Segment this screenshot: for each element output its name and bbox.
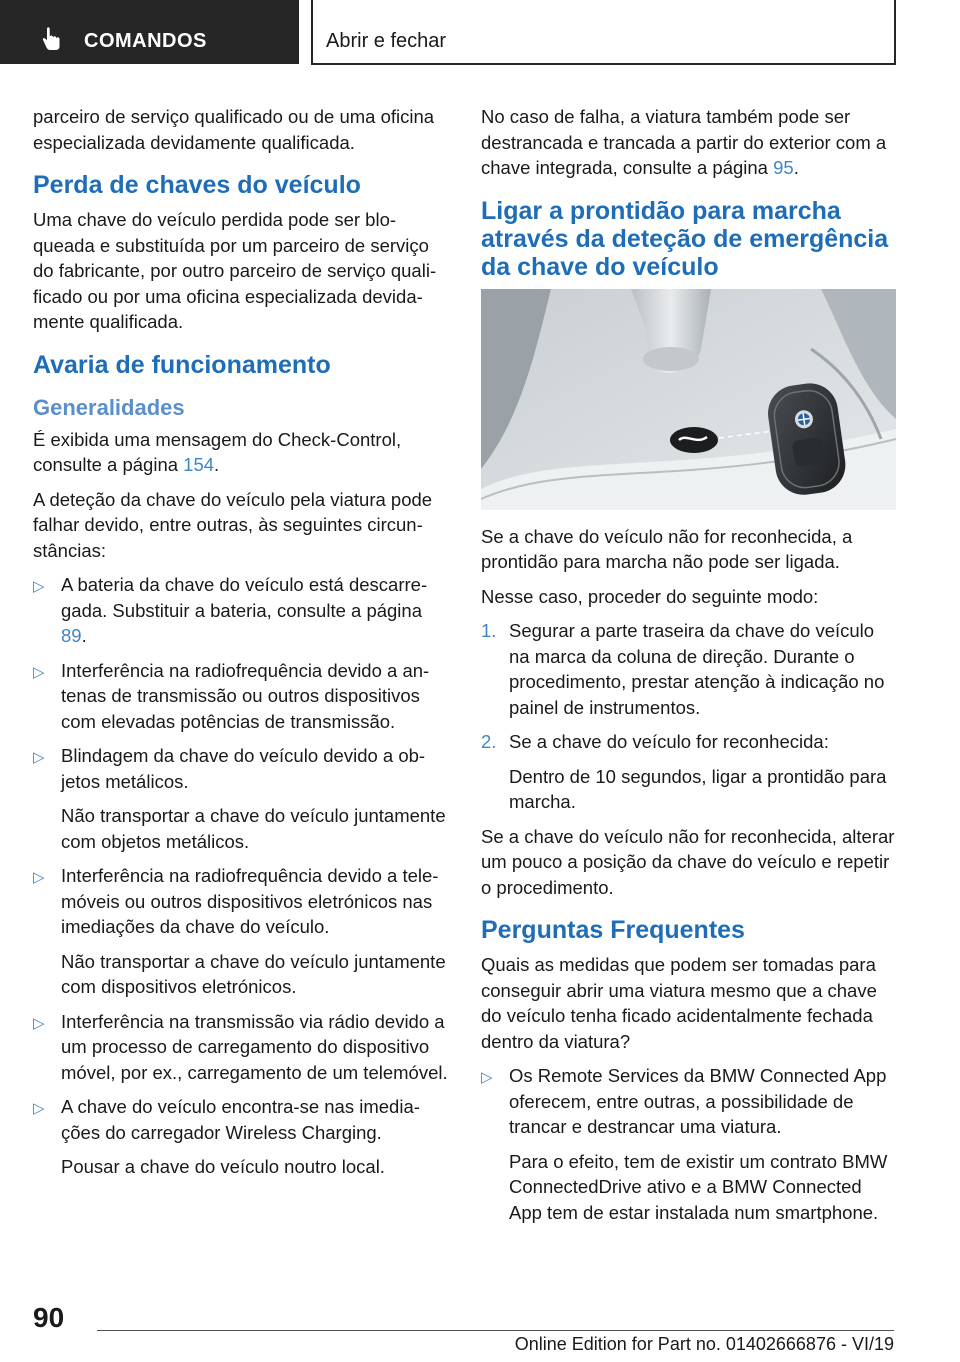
- paragraph-alterar: Se a chave do veículo não for reconhecida, alterar um pouco a posição da chave do veículo e repetir o procedimento.: [481, 825, 895, 898]
- page-ref-link[interactable]: 154: [183, 454, 215, 475]
- list-item-note: Não transportar a chave do veículo juntamente com objetos metálicos.: [61, 805, 446, 852]
- right-column: [481, 104, 896, 1234]
- hand-touch-icon: [38, 26, 64, 52]
- list-item: ▷ Interferência na radiofrequência devido a telemóveis ou outros dispositivos eletrónicos nas imediações da chave do veículo.: [33, 865, 439, 937]
- list-item-note: Para o efeito, tem de existir um contrato BMW ConnectedDrive ativo e a BMW Connected App tem de estar instalada num smartphone.: [509, 1150, 888, 1223]
- page-ref-link[interactable]: 89: [61, 625, 82, 646]
- list-item: ▷ A chave do veículo encontra-se nas imediações do carregador Wireless Charging.: [33, 1096, 420, 1143]
- list-item-note: Não transportar a chave do veículo juntamente com dispositivos eletrónicos.: [61, 950, 446, 997]
- triangle-right-icon: ▷: [481, 1069, 493, 1086]
- page-number: 90: [33, 1302, 65, 1333]
- triangle-right-icon: ▷: [33, 1014, 45, 1032]
- paragraph-check-control: É exibida uma mensagem do Check-Control, consulte a página 154.: [33, 428, 402, 475]
- numbered-step: 1. Segurar a parte traseira da chave do veículo na marca da coluna de direção. Durante o procedimento, prestar atenção à indicação no painel de instrumentos.: [481, 620, 885, 718]
- list-item: ▷ Blindagem da chave do veículo devido a objetos metálicos.: [33, 745, 426, 792]
- triangle-right-icon: ▷: [33, 869, 45, 886]
- list-item: ▷ Interferência na transmissão via rádio devido a um processo de carregamento do dispositivo móvel, por ex., carregamento de um telemóvel.: [33, 1010, 448, 1083]
- footer-divider: [97, 1330, 894, 1331]
- page-ref-link[interactable]: 95: [773, 157, 794, 178]
- steering-column-key-photo: [481, 289, 896, 510]
- heading-perda: Perda de chaves do veículo: [33, 171, 361, 199]
- paragraph-detecao: A deteção da chave do veículo pela viatura pode falhar devido, entre outras, às seguintes circunstâncias:: [33, 488, 433, 561]
- numbered-step-note: Dentro de 10 segundos, ligar a prontidão para marcha.: [509, 765, 887, 812]
- list-item: ▷ A bateria da chave do veículo está descarregada. Substituir a bateria, consulte a página 89.: [33, 574, 428, 646]
- chapter-label: COMANDOS: [84, 30, 207, 52]
- paragraph-nao-reconhecida: Se a chave do veículo não for reconhecida, a prontidão para marcha não pode ser ligada.: [481, 525, 853, 572]
- paragraph-faq: Quais as medidas que podem ser tomadas para conseguir abrir uma viatura mesmo que a chave do veículo tenha ficado acidentalmente fechada dentro da viatura?: [481, 954, 877, 1052]
- list-item: ▷ Os Remote Services da BMW Connected App oferecem, entre outras, a possibilidade de trancar e destrancar uma viatura.: [481, 1065, 887, 1137]
- paragraph-nesse-caso: Nesse caso, proceder do seguinte modo:: [481, 585, 819, 607]
- heading-avaria: Avaria de funcionamento: [33, 350, 331, 379]
- header-tab: [0, 0, 299, 64]
- heading-faq: Perguntas Frequentes: [481, 916, 745, 944]
- triangle-right-icon: ▷: [33, 663, 45, 681]
- intro-paragraph: parceiro de serviço qualificado ou de uma oficina especializada devidamente qualificada.: [33, 106, 435, 153]
- heading-generalidades: Generalidades: [33, 394, 185, 420]
- paragraph-perda: Uma chave do veículo perdida pode ser bloqueada e substituída por um parceiro de serviço do fabricante, por outro parceiro de serviço qualificado ou por uma oficina especializada devidamente qualificada.: [33, 209, 437, 332]
- paragraph-falha: No caso de falha, a viatura também pode ser destrancada e trancada a partir do exterior com a chave integrada, consulte a página 95.: [481, 106, 887, 178]
- footer-edition: Online Edition for Part no. 01402666876 - VI/19: [514, 1334, 894, 1354]
- section-title: Abrir e fechar: [326, 30, 447, 52]
- triangle-right-icon: ▷: [33, 578, 45, 595]
- numbered-step: 2. Se a chave do veículo for reconhecida:: [481, 731, 829, 752]
- triangle-right-icon: ▷: [33, 749, 45, 766]
- left-column: [33, 104, 448, 1189]
- triangle-right-icon: ▷: [33, 1100, 45, 1117]
- list-item-note: Pousar a chave do veículo noutro local.: [61, 1156, 385, 1177]
- list-item: ▷ Interferência na radiofrequência devido a antenas de transmissão ou outros dispositivos com elevadas potências de transmissão.: [33, 659, 430, 732]
- heading-ligar-prontidao: Ligar a prontidão para marcha através da deteção de emergência da chave do veículo: [481, 196, 889, 281]
